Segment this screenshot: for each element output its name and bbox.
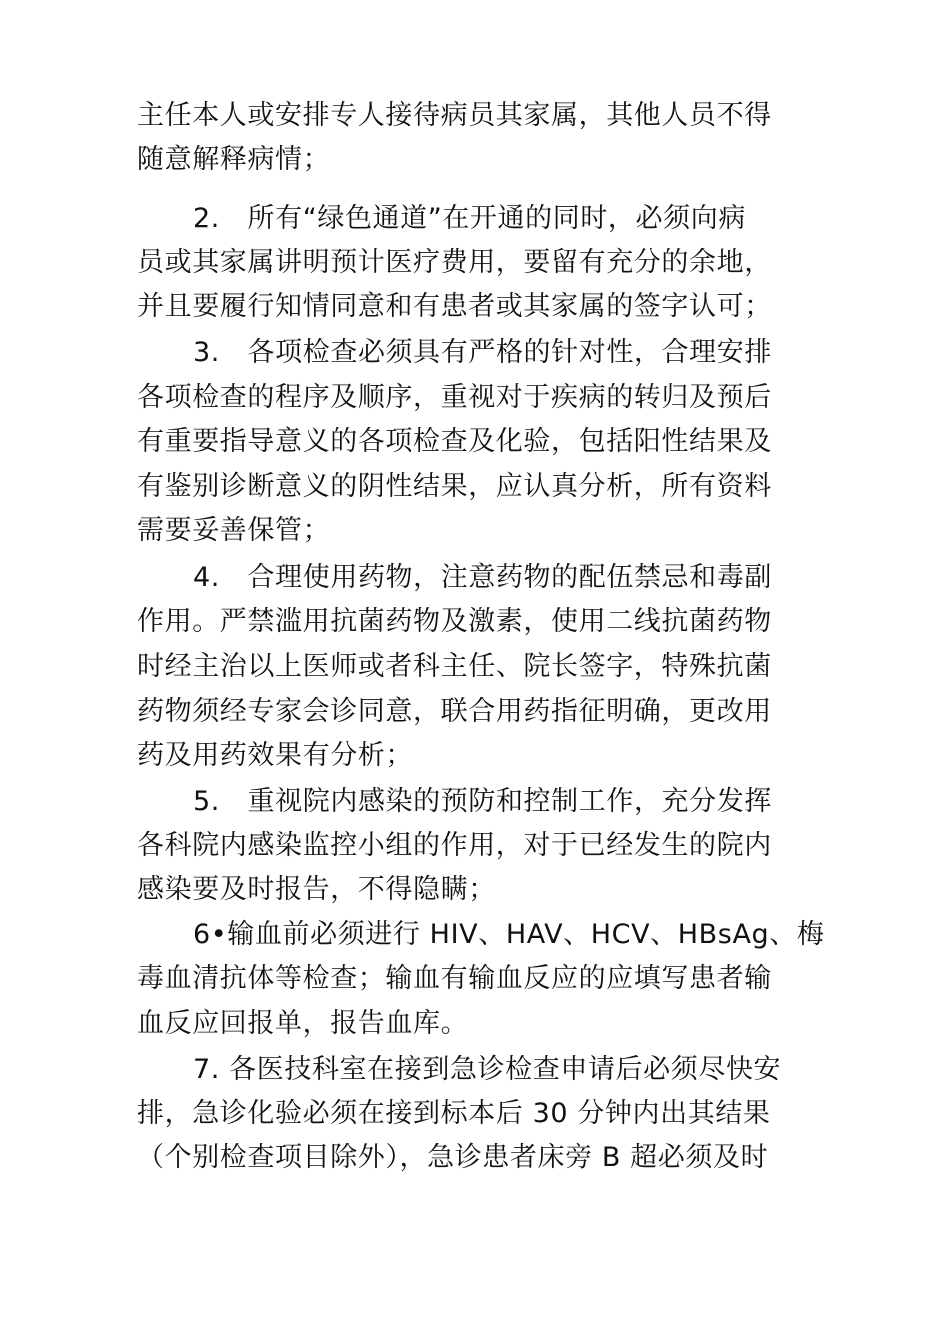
text-line: 药及用药效果有分析；	[137, 740, 413, 771]
text-line: 并且要履行知情同意和有患者或其家属的签字认可；	[137, 291, 772, 322]
text-line: 血反应回报单，报告血库。	[137, 1008, 469, 1039]
text-line: 时经主治以上医师或者科主任、院长签字，特殊抗菌	[137, 651, 772, 682]
text-line: 药物须经专家会诊同意，联合用药指征明确，更改用	[137, 696, 772, 727]
text-line: 员或其家属讲明预计医疗费用，要留有充分的余地，	[137, 247, 772, 278]
text-line: 各科院内感染监控小组的作用，对于已经发生的院内	[137, 830, 772, 861]
text-line: （个别检查项目除外），急诊患者床旁 B 超必须及时	[137, 1142, 769, 1173]
text-line: 5. 重视院内感染的预防和控制工作，充分发挥	[193, 786, 772, 817]
text-line: 排，急诊化验必须在接到标本后 30 分钟内出其结果	[137, 1098, 771, 1129]
text-line: 随意解释病情；	[137, 144, 331, 175]
text-line: 作用。严禁滥用抗菌药物及激素，使用二线抗菌药物	[137, 606, 772, 637]
text-line: 需要妥善保管；	[137, 515, 331, 546]
text-line: 有重要指导意义的各项检查及化验，包括阳性结果及	[137, 426, 772, 457]
text-line: 7. 各医技科室在接到急诊检查申请后必须尽快安	[193, 1054, 782, 1085]
text-line: 2. 所有“绿色通道”在开通的同时，必须向病	[193, 203, 746, 234]
text-line: 6•输血前必须进行 HIV、HAV、HCV、HBsAg、梅	[193, 919, 825, 950]
text-line: 各项检查的程序及顺序，重视对于疾病的转归及预后	[137, 382, 772, 413]
text-line: 毒血清抗体等检查；输血有输血反应的应填写患者输	[137, 963, 772, 994]
text-line: 4. 合理使用药物，注意药物的配伍禁忌和毒副	[193, 562, 772, 593]
text-line: 3. 各项检查必须具有严格的针对性，合理安排	[193, 337, 772, 368]
text-line: 主任本人或安排专人接待病员其家属，其他人员不得	[137, 100, 772, 131]
text-line: 有鉴别诊断意义的阴性结果，应认真分析，所有资料	[137, 471, 772, 502]
text-line: 感染要及时报告，不得隐瞒；	[137, 874, 496, 905]
